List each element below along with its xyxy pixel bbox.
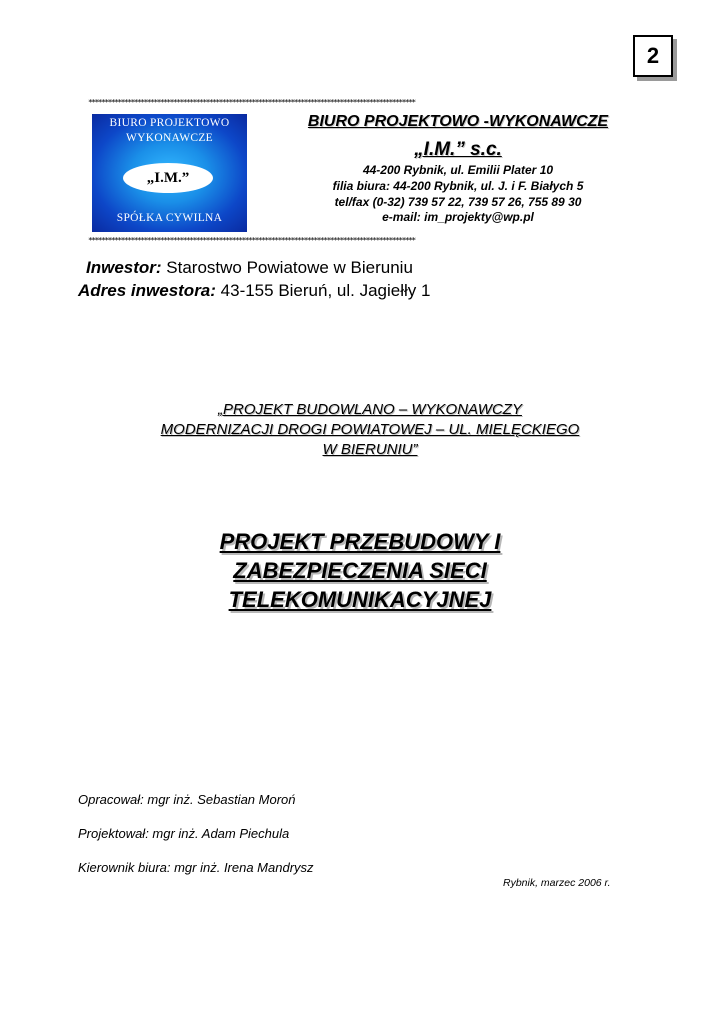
logo-line-1: BIURO PROJEKTOWO [109,117,230,129]
firm-short-name: „I.M.” s.c. [414,139,502,160]
credit-head: Kierownik biura: mgr inż. Irena Mandrysz [78,860,314,875]
logo-line-3: SPÓŁKA CYWILNA [116,212,223,224]
firm-address: 44-200 Rybnik, ul. Emilii Plater 10 [362,163,554,177]
firm-telfax: tel/fax (0-32) 739 57 22, 739 57 26, 755 89 30 [334,195,582,209]
project-title [60,527,660,614]
firm-name: BIURO PROJEKTOWO -WYKONAWCZE [307,113,609,130]
project-name-line-3: W BIERUNIU” [322,441,418,458]
investor-address-value: 43-155 Bieruń, ul. Jagiełły 1 [215,281,431,300]
company-logo [92,114,247,232]
project-title-line-1: PROJEKT PRZEBUDOWY I [219,529,501,554]
firm-email: e-mail: im_projekty@wp.pl [382,210,534,224]
project-name [70,400,670,460]
investor-address-line [78,281,430,301]
investor-value: Starostwo Powiatowe w Bieruniu [161,258,413,277]
credit-designed: Projektował: mgr inż. Adam Piechula [78,826,290,841]
page-number: 2 [633,35,673,77]
credit-prepared: Opracował: mgr inż. Sebastian Moroń [78,792,296,807]
logo-line-2: WYKONAWCZE [125,132,214,144]
investor-label: Inwestor: [86,258,162,277]
project-name-line-2: MODERNIZACJI DROGI POWIATOWEJ – UL. MIELĘCKIEGO [160,421,580,438]
place-date: Rybnik, marzec 2006 r. [503,877,611,889]
logo-emblem: „I.M.” [123,163,213,193]
separator-bottom: **************************************************************************************************** [88,236,415,245]
separator-top: **************************************************************************************************** [88,98,415,107]
project-title-line-3: TELEKOMUNIKACYJNEJ [228,587,492,612]
investor-address-label: Adres inwestora: [78,281,216,300]
firm-branch: filia biura: 44-200 Rybnik, ul. J. i F. Białych 5 [332,179,584,193]
project-name-line-1: „PROJEKT BUDOWLANO – WYKONAWCZY [218,401,522,418]
investor-line [86,258,413,278]
project-title-line-2: ZABEZPIECZENIA SIECI [233,558,487,583]
